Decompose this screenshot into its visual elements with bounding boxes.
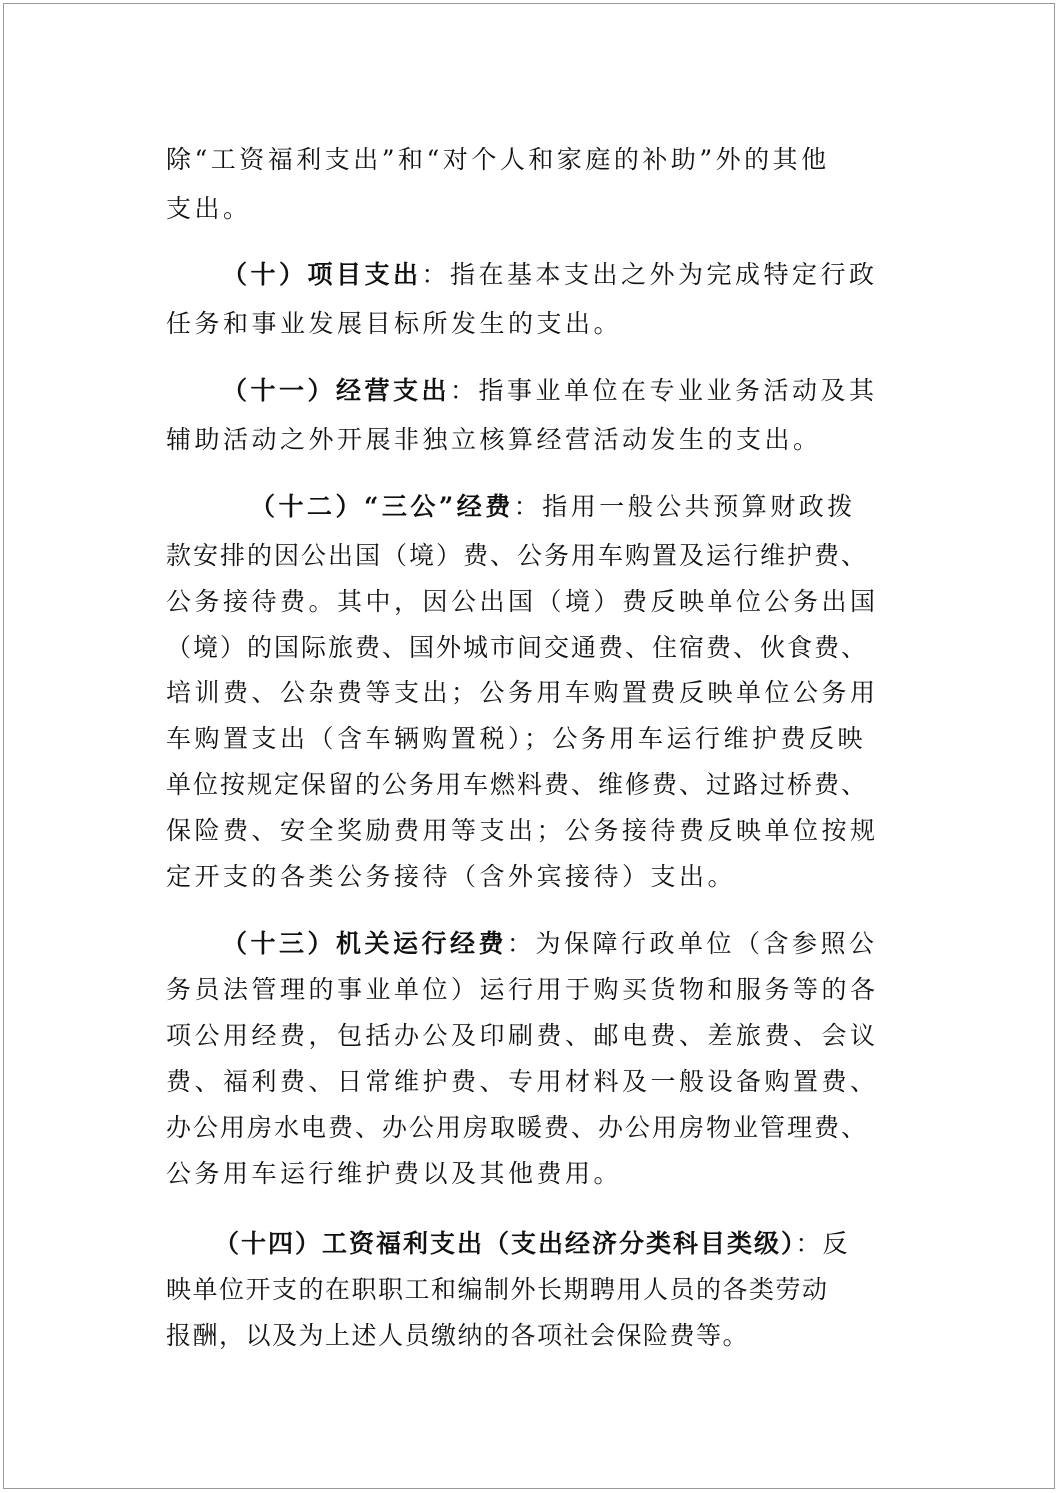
paragraph-first-line	[214, 1227, 850, 1261]
paragraph-text: ：反	[795, 1229, 850, 1258]
paragraph-line: 报酬，以及为上述人员缴纳的各项社会保险费等。	[166, 1321, 750, 1350]
paragraph-first-line	[222, 374, 878, 408]
paragraph-line: 辅助活动之外开展非独立核算经营活动发生的支出。	[166, 425, 822, 454]
paragraph-line: 培训费、公杂费等支出；公务用车购置费反映单位公务用	[166, 678, 879, 707]
paragraph-text: ：指事业单位在专业业务活动及其	[450, 376, 878, 405]
paragraph-line: 单位按规定保留的公务用车燃料费、维修费、过路过桥费、	[166, 770, 869, 799]
paragraph-text: ：为保障行政单位（含参照公	[507, 929, 878, 958]
section-heading: （十一）经营支出	[222, 376, 451, 405]
section-heading: （十二）“三公”经费	[250, 492, 514, 521]
paragraph-line: 费、福利费、日常维护费、专用材料及一般设备购置费、	[166, 1067, 879, 1096]
section-heading: （十四）工资福利支出（支出经济分类科目类级）	[214, 1229, 796, 1258]
paragraph-line: 映单位开支的在职职工和编制外长期聘用人员的各类劳动	[166, 1275, 829, 1304]
paragraph-line: 项公用经费，包括办公及印刷费、邮电费、差旅费、会议	[166, 1021, 879, 1050]
paragraph-text: ：指用一般公共预算财政拨	[513, 492, 856, 521]
paragraph-line: 务员法管理的事业单位）运行用于购买货物和服务等的各	[166, 975, 879, 1004]
paragraph-line: 车购置支出（含车辆购置税）；公务用车运行维护费反映	[166, 724, 867, 753]
paragraph-line: 除“工资福利支出”和“对个人和家庭的补助”外的其他	[166, 145, 830, 174]
paragraph-line: 公务用车运行维护费以及其他费用。	[166, 1159, 623, 1188]
section-heading: （十三）机关运行经费	[222, 929, 508, 958]
paragraph-line: 公务接待费。其中，因公出国（境）费反映单位公务出国	[166, 587, 879, 616]
paragraph-first-line	[250, 490, 856, 524]
paragraph-line: 支出。	[166, 194, 252, 223]
paragraph-text: ：指在基本支出之外为完成特定行政	[421, 260, 878, 289]
paragraph-line: 款安排的因公出国（境）费、公务用车购置及运行维护费、	[166, 541, 869, 570]
paragraph-line: （境）的国际旅费、国外城市间交通费、住宿费、伙食费、	[166, 633, 869, 662]
paragraph-line: 定开支的各类公务接待（含外宾接待）支出。	[166, 862, 737, 891]
paragraph-first-line	[222, 258, 878, 292]
paragraph-line: 任务和事业发展目标所发生的支出。	[166, 309, 623, 338]
paragraph-line: 保险费、安全奖励费用等支出；公务接待费反映单位按规	[166, 816, 879, 845]
paragraph-first-line	[222, 927, 878, 961]
section-heading: （十）项目支出	[222, 260, 422, 289]
paragraph-line: 办公用房水电费、办公用房取暖费、办公用房物业管理费、	[166, 1113, 869, 1142]
